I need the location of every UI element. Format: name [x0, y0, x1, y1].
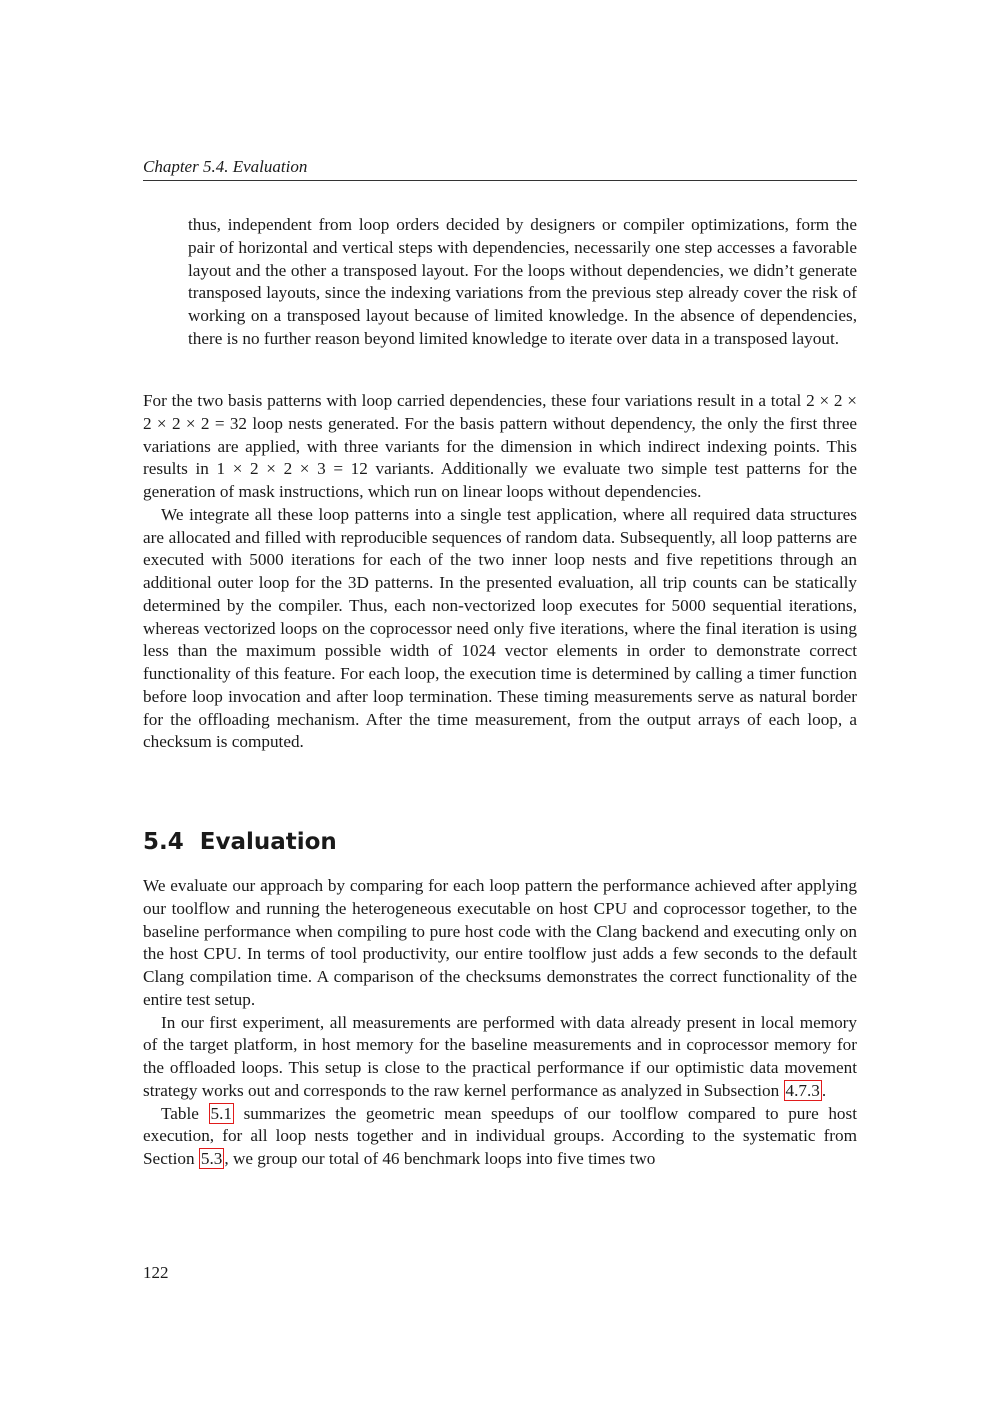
- paragraph-table-summary-middle: summarizes the geometric mean speedups of our toolflow compared to pure host execution, for all loop nests together and in individual groups. According to the systematic from Section: [143, 1103, 857, 1168]
- paragraph-first-experiment-text: In our first experiment, all measurements are performed with data already present in local memory of the target platform, in host memory for the baseline measurements and in coprocessor memory for the offloaded loops. This setup is close to the practical performance if our optimistic data movement strategy works out and corresponds to the raw kernel performance as analyzed in Subsection: [143, 1012, 857, 1100]
- table-ref-link[interactable]: 5.1: [210, 1103, 233, 1123]
- paragraph-table-summary: [143, 1103, 857, 1171]
- paragraph-approach: We evaluate our approach by comparing for each loop pattern the performance achieved after applying our toolflow and running the heterogeneous executable on host CPU and coprocessor together, to the baseline performance when compiling to pure host code with the Clang backend and executing only on the host CPU. In terms of tool productivity, our entire toolflow just adds a few seconds to the default Clang compilation time. A comparison of the checksums demonstrates the correct functionality of the entire test setup.: [143, 876, 857, 1009]
- paragraph-test-application: We integrate all these loop patterns into a single test application, where all required data structures are allocated and filled with reproducible sequences of random data. Subsequently, all loop patterns are executed with 5000 iterations for each of the two inner loop nests and five repetitions through an additional outer loop for the 3D patterns. In the presented evaluation, all trip counts can be statically determined by the compiler. Thus, each non-vectorized loop executes for 5000 sequential iterations, whereas vectorized loops on the coprocessor need only five iterations, where the final iteration is using less than the maximum possible width of 1024 vector elements in order to demonstrate correct functionality of this feature. For each loop, the execution time is determined by calling a timer function before loop invocation and after loop termination. These timing measurements serve as natural border for the offloading mechanism. After the time measurement, from the output arrays of each loop, a checksum is computed.: [143, 504, 857, 752]
- section-ref-link[interactable]: 5.3: [200, 1149, 223, 1168]
- indented-paragraph-text: thus, independent from loop orders decided by designers or compiler optimizations, form the pair of horizontal and vertical steps with dependencies, necessarily one step accesses a favorable layout and the other a transposed layout. For the loops without dependencies, we didn’t generate transposed layouts, since the indexing variations from the previous step already cover the risk of working on a transposed layout because of limited knowledge. In the absence of dependencies, there is no further reason beyond limited knowledge to iterate over data in a transposed layout.: [188, 215, 857, 348]
- indented-paragraph: [188, 214, 857, 351]
- body-text-pre-section: [143, 390, 857, 754]
- section-title: Evaluation: [199, 829, 337, 855]
- running-header: Chapter 5.4. Evaluation: [143, 157, 308, 176]
- paragraph-table-summary-end: , we group our total of 46 benchmark loops into five times two: [224, 1149, 656, 1168]
- page-number: 122: [143, 1263, 169, 1282]
- subsection-ref-link[interactable]: 4.7.3: [785, 1080, 820, 1100]
- header-rule: [143, 180, 857, 181]
- section-heading: [143, 826, 857, 858]
- paragraph-variations: For the two basis patterns with loop carried dependencies, these four variations result in a total 2 × 2 × 2 × 2 × 2 = 32 loop nests generated. For the basis pattern without dependency, the only the first three variations are applied, with three variants for the dimension in which indirect indexing points. This results in 1 × 2 × 2 × 3 = 12 variants. Additionally we evaluate two simple test patterns for the generation of mask instructions, which run on linear loops without dependencies.: [143, 391, 857, 501]
- paragraph-first-experiment-end: .: [821, 1080, 827, 1100]
- paragraph-table-summary-start: Table: [161, 1103, 209, 1123]
- body-text-section: [143, 875, 857, 1171]
- paragraph-first-experiment: [143, 1012, 857, 1103]
- section-number: 5.4: [143, 829, 184, 855]
